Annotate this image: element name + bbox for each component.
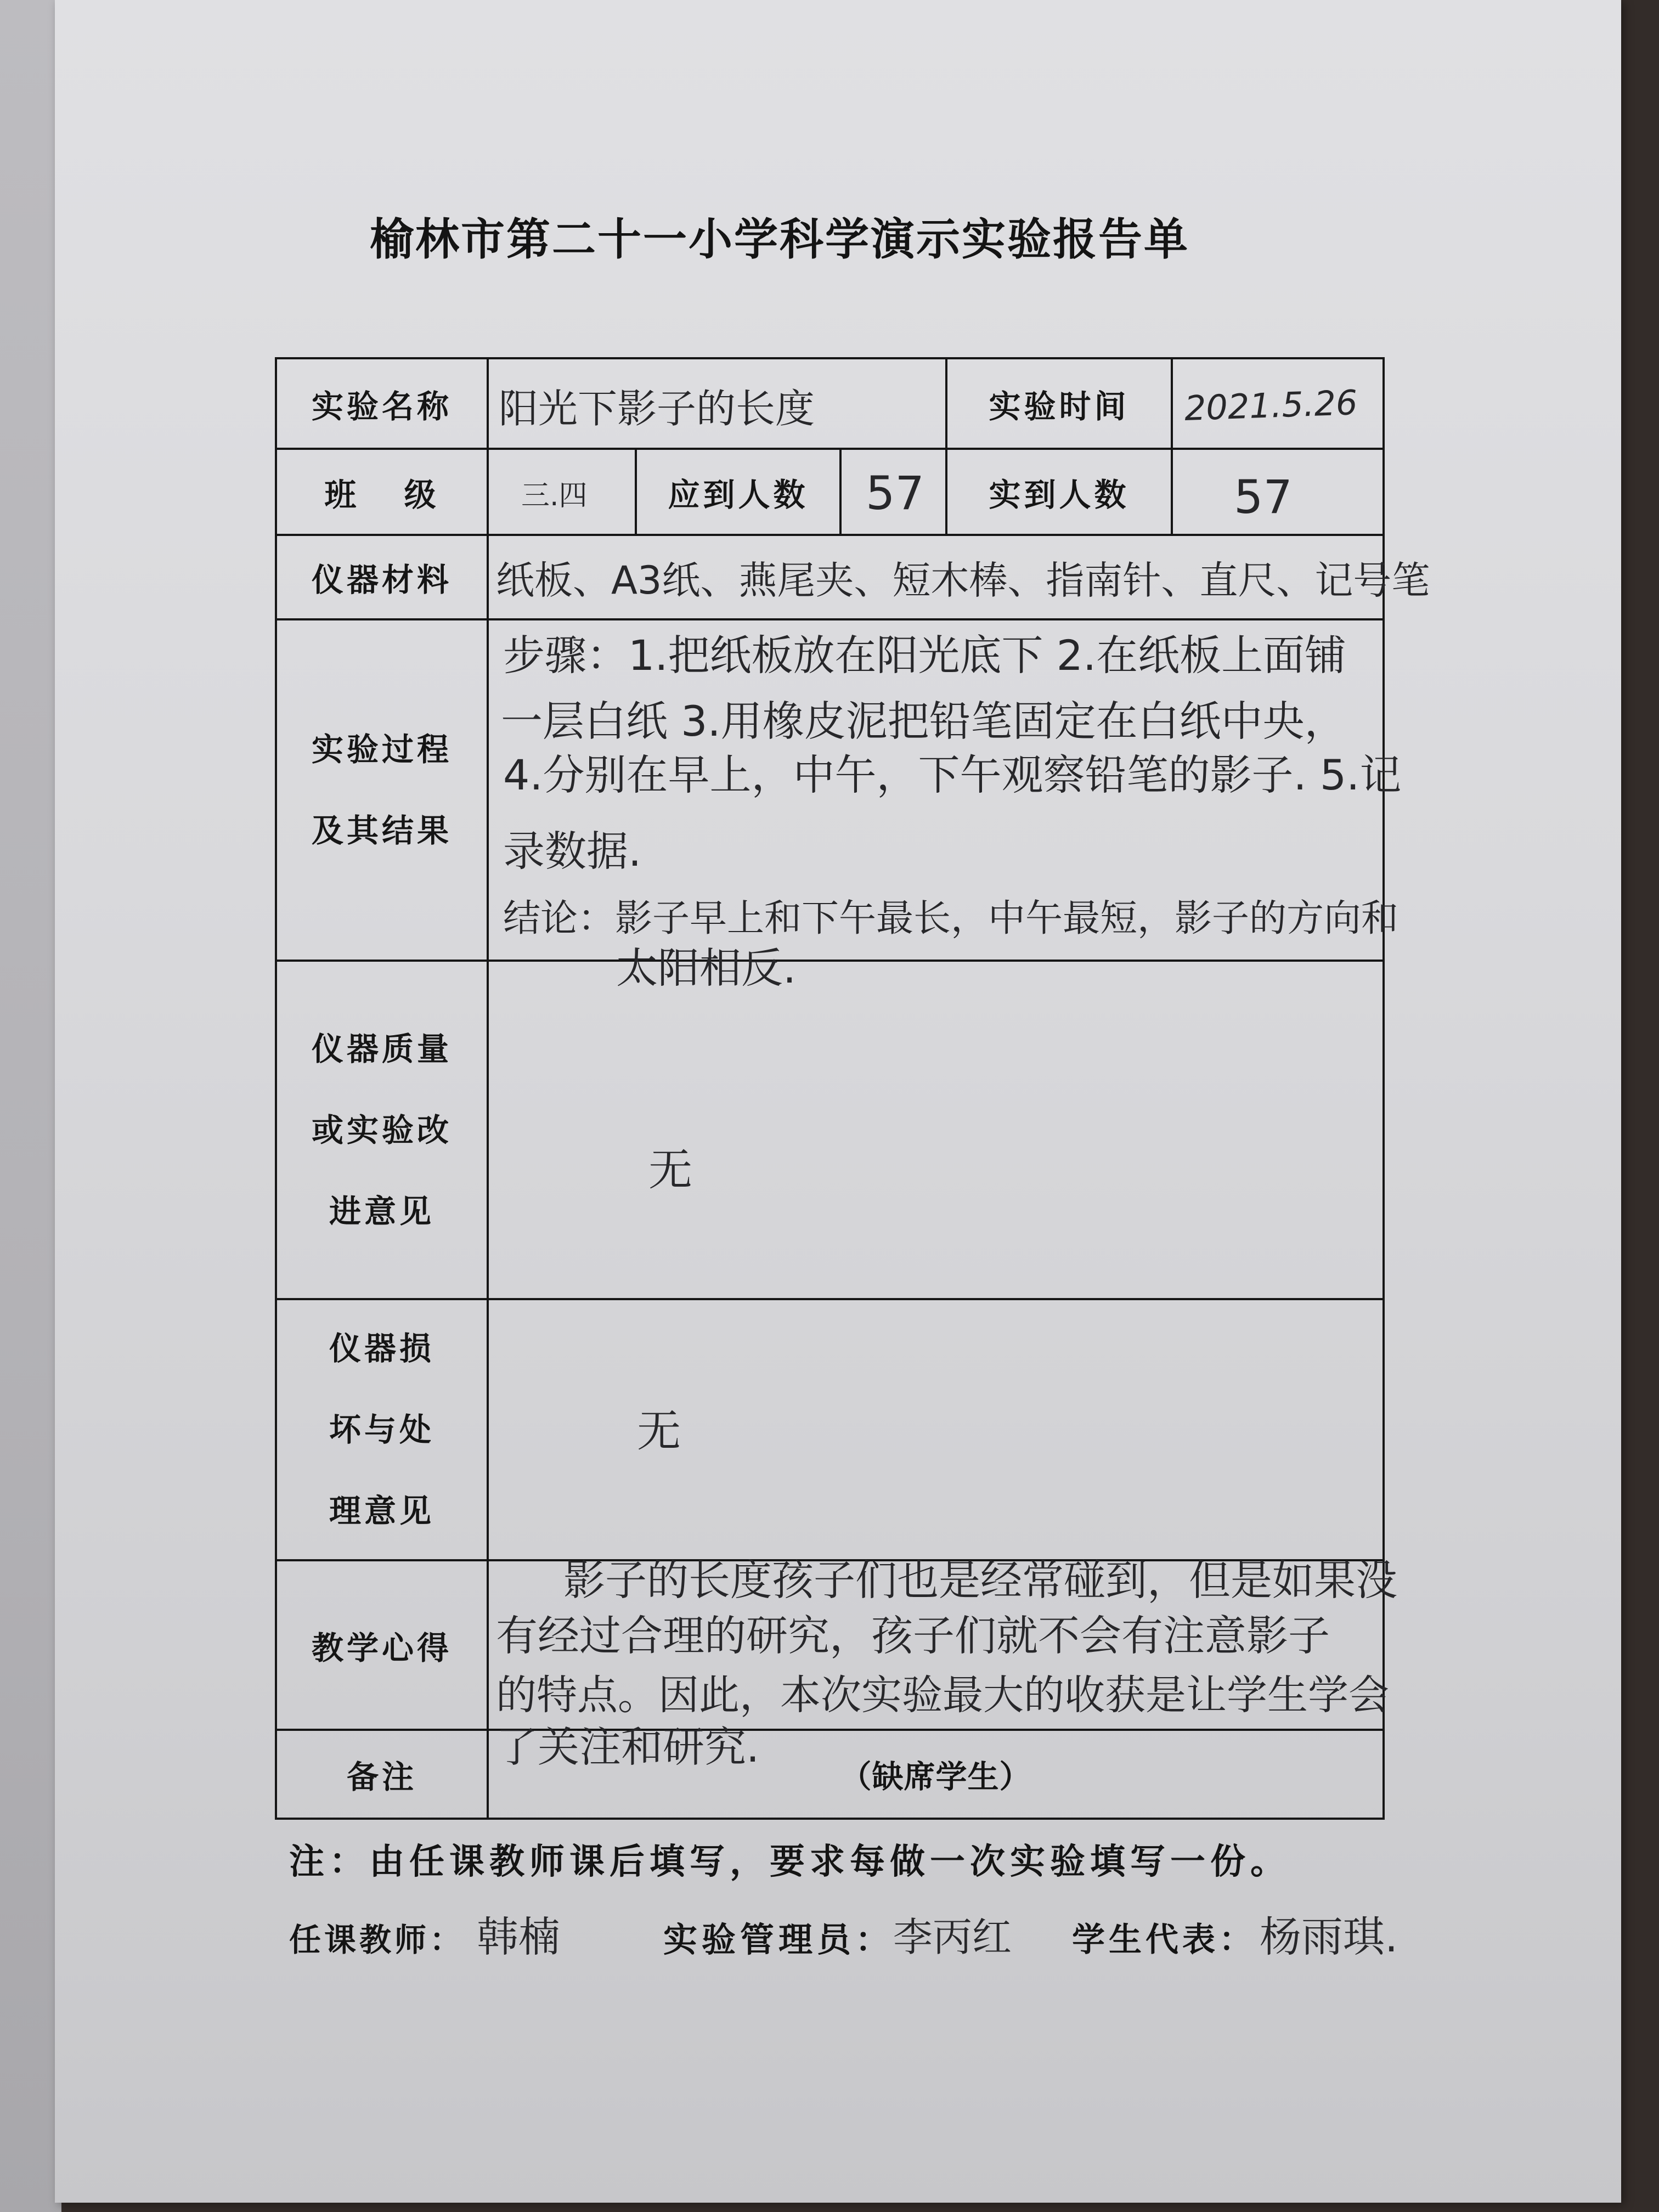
damage-label [276,1299,488,1560]
class-cell [488,449,636,535]
process-line: 4.分别在早上，中午，下午观察铅笔的影子. 5.记 [503,751,1402,799]
expected-count-cell [840,449,946,535]
conclusion-line: 结论：影子早上和下午最长，中午最短，影子的方向和 [503,897,1399,940]
quality-value: 无 [648,1144,692,1195]
reflection-cell [488,1556,1397,1771]
remarks-cell [488,1730,1384,1819]
lab-admin-label: 实验管理员： [663,1920,894,1960]
quality-label-line: 仪器质量 [311,1030,452,1068]
instruction-note: 注：由任课教师课后填写，要求每做一次实验填写一份。 [289,1842,1290,1882]
process-cell [488,619,1402,992]
reflection-label: 教学心得 [276,1560,488,1730]
row-experiment-name [276,358,1384,449]
process-label-line: 实验过程 [311,731,452,768]
remarks-value: （缺席学生） [840,1759,1031,1795]
class-value: 三.四 [521,479,588,512]
quality-label-line: 或实验改 [311,1111,452,1149]
actual-count-value: 57 [1234,470,1293,524]
quality-label [276,961,488,1299]
reflection-line: 有经过合理的研究，孩子们就不会有注意影子 [496,1611,1330,1660]
report-title: 榆林市第二十一小学科学演示实验报告单 [370,214,1189,265]
reflection-line: 的特点。因此，本次实验最大的收获是让学生学会 [496,1672,1389,1719]
damage-label-line: 坏与处 [329,1411,435,1448]
experiment-name-cell [488,358,946,449]
student-rep-signature: 杨雨琪. [1260,1912,1398,1961]
lab-admin-signature: 李丙红 [893,1914,1012,1960]
class-label: 班 级 [276,449,488,535]
process-line: 一层白纸 3.用橡皮泥把铅笔固定在白纸中央， [501,697,1346,746]
remarks-label: 备注 [276,1730,488,1819]
teacher-label: 任课教师： [289,1921,465,1959]
quality-cell [488,961,1384,1299]
row-materials [276,535,1384,619]
actual-count-label: 实到人数 [946,449,1172,535]
experiment-time-value: 2021.5.26 [1183,382,1358,428]
experiment-name-label: 实验名称 [276,358,488,449]
row-remarks [276,1730,1384,1819]
student-rep-label: 学生代表： [1072,1921,1256,1959]
expected-count-label: 应到人数 [636,449,840,535]
reflection-line: 了关注和研究. [496,1723,760,1771]
damage-label-line: 仪器损 [329,1330,435,1367]
damage-value: 无 [637,1406,681,1457]
process-line: 步骤：1.把纸板放在阳光底下 2.在纸板上面铺 [503,631,1347,680]
materials-value: 纸板、A3纸、燕尾夹、短木棒、指南针、直尺、记号笔 [496,558,1430,603]
reflection-line: 影子的长度孩子们也是经常碰到，但是如果没 [563,1556,1397,1605]
expected-count-value: 57 [866,466,924,520]
row-class-attendance [276,449,1384,535]
teacher-signature: 韩楠 [477,1912,560,1961]
materials-cell [488,535,1430,619]
process-label-line: 及其结果 [311,812,452,849]
experiment-time-cell [1172,358,1384,449]
process-label [276,619,488,961]
report-paper [55,0,1621,2203]
experiment-time-label: 实验时间 [946,358,1172,449]
quality-label-line: 进意见 [329,1192,435,1230]
damage-label-line: 理意见 [329,1492,435,1530]
row-quality-suggestions [276,961,1384,1299]
desk-surface [0,0,61,2212]
report-form-table [275,357,1430,1820]
damage-cell [488,1299,1384,1560]
row-damage-handling [276,1299,1384,1560]
row-process-results [276,619,1384,961]
row-teaching-reflection [276,1560,1384,1730]
actual-count-cell [1172,449,1384,535]
conclusion-line: 太阳相反. [616,944,797,992]
materials-label: 仪器材料 [276,535,488,619]
process-line: 录数据. [503,827,642,876]
experiment-name-value: 阳光下影子的长度 [499,386,815,432]
